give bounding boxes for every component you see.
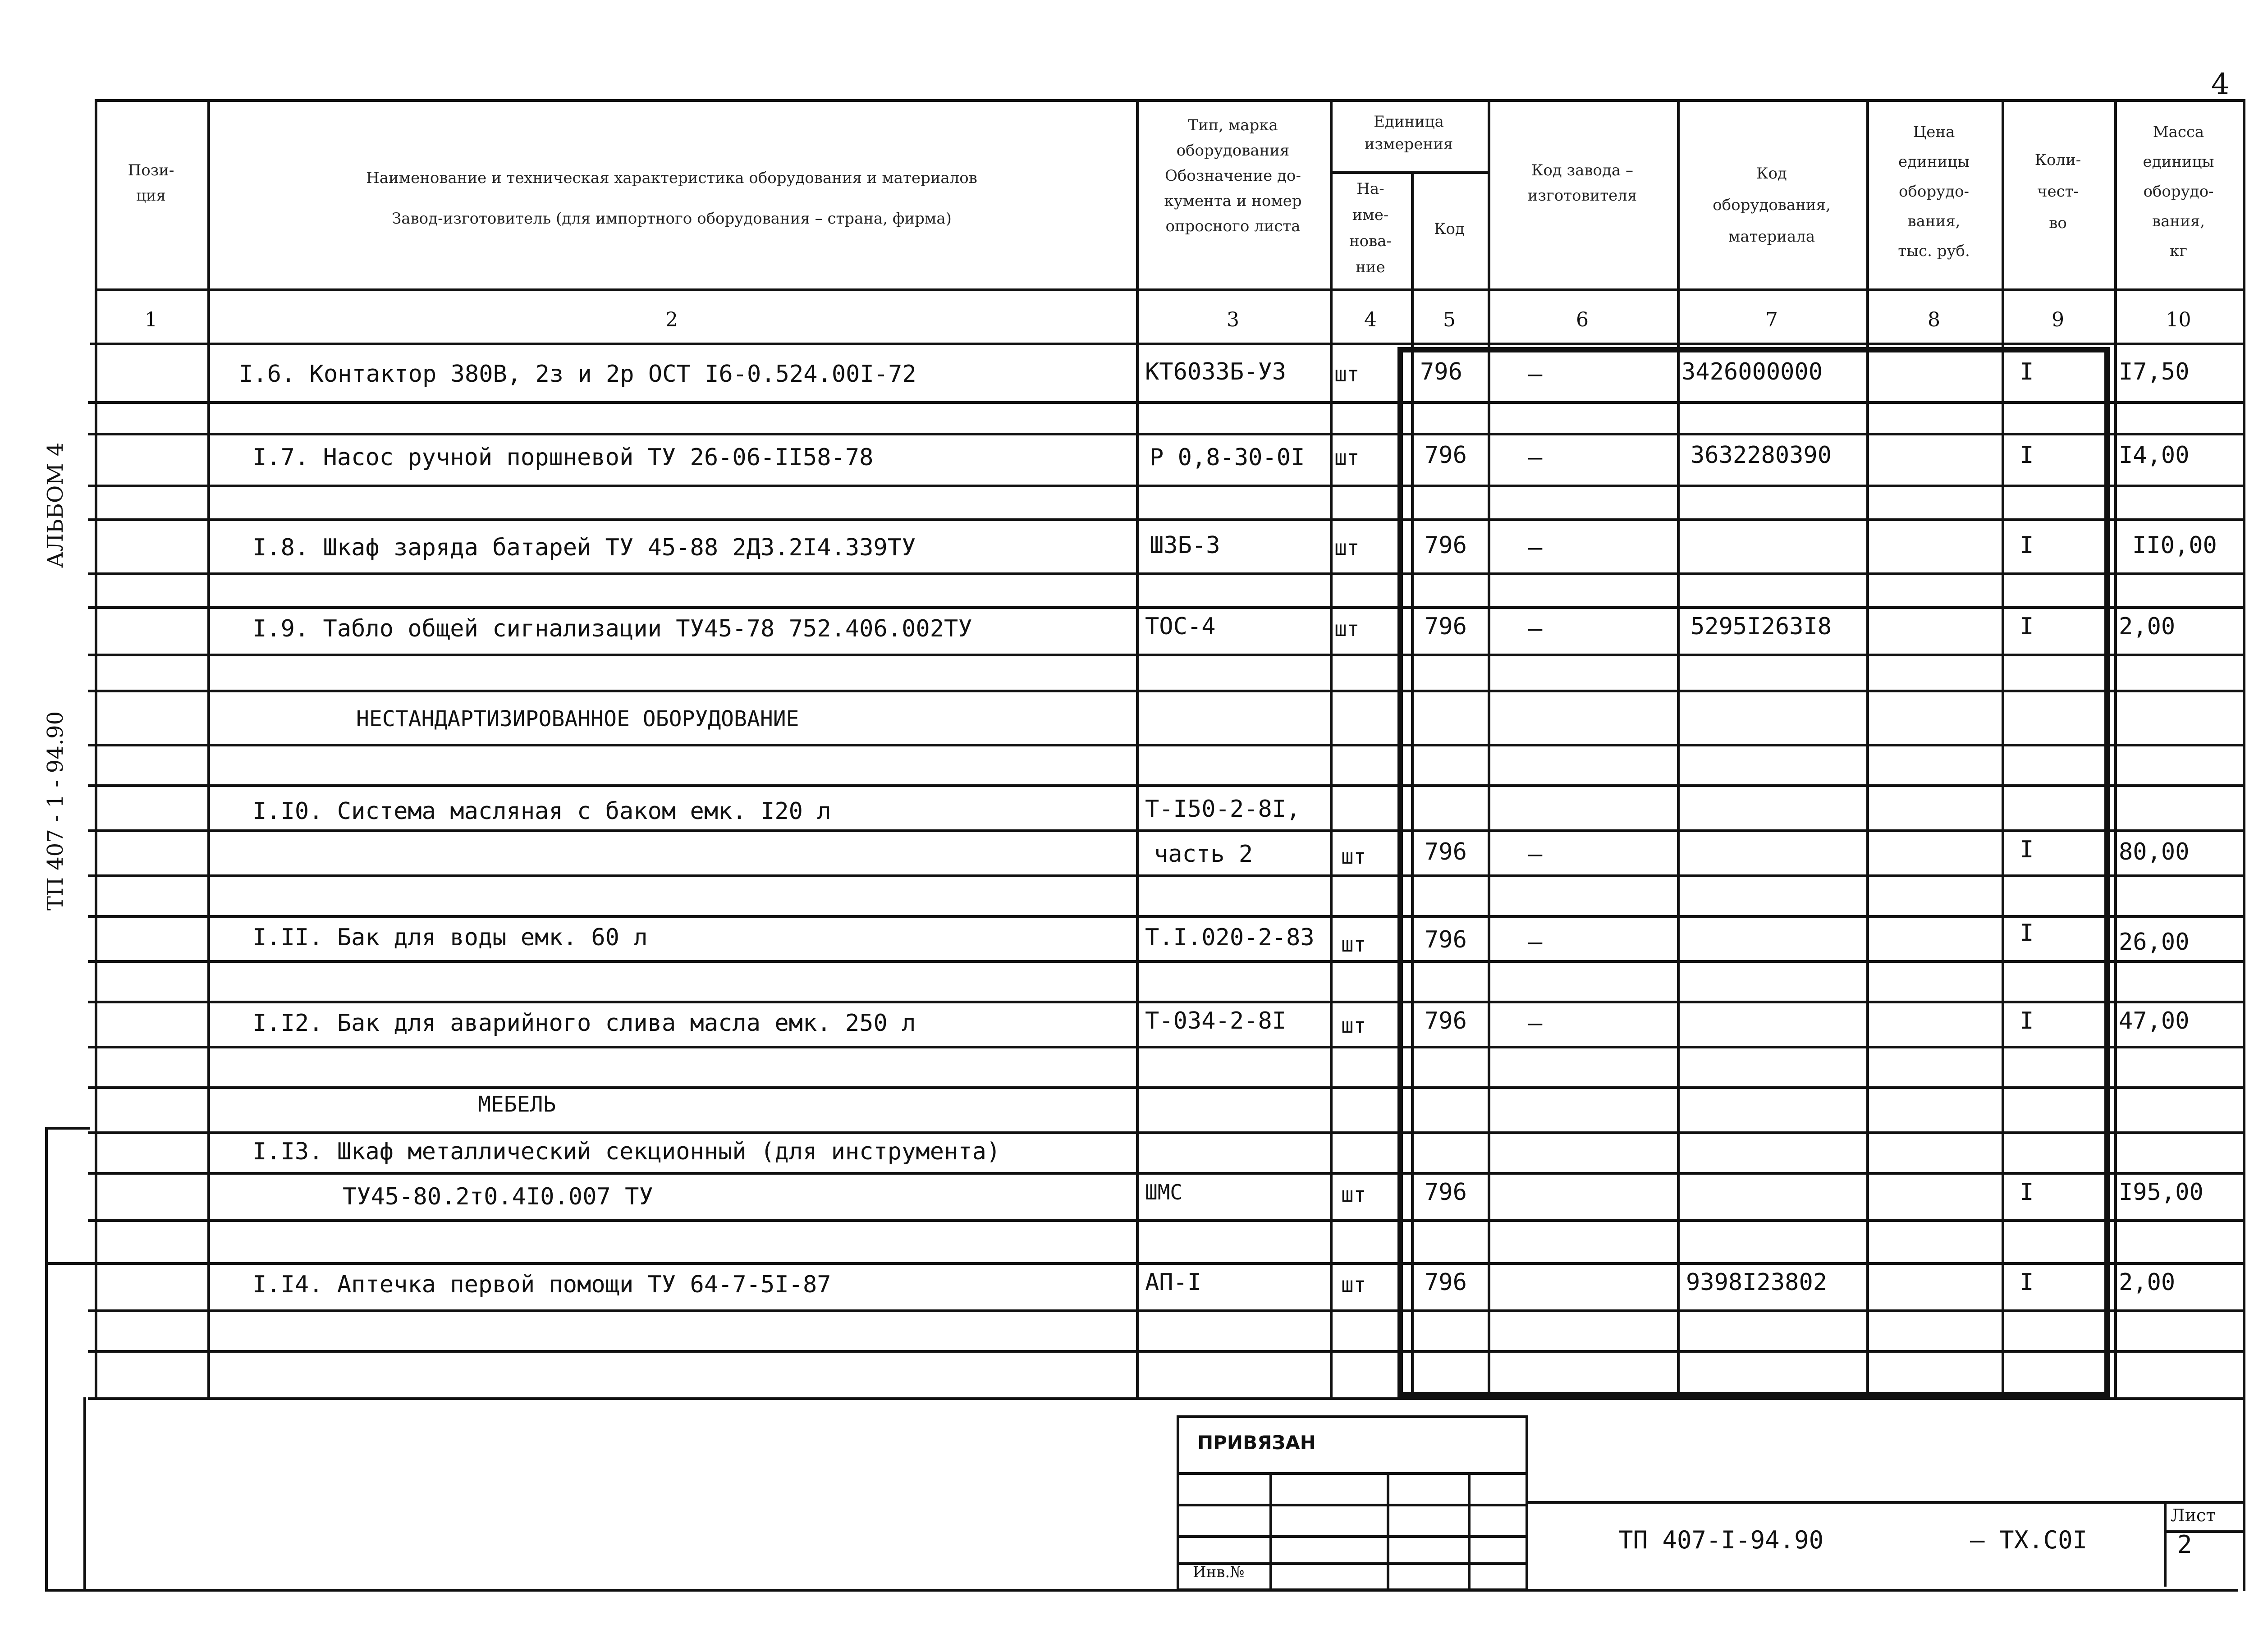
row-mass: I95,00 (2119, 1179, 2204, 1206)
thick-frame-bottom (1397, 1392, 2110, 1397)
col-line-2 (1136, 99, 1139, 1397)
header-text: Коли- (2034, 151, 2081, 169)
col-line-7 (1866, 99, 1869, 1397)
row-qty: I (2020, 1269, 2034, 1296)
row-plant: – (1528, 444, 1543, 471)
row-qty: I (2020, 836, 2034, 863)
header-qty (2004, 144, 2112, 239)
row-unit: шт (1334, 362, 1360, 386)
col-line-0 (95, 99, 97, 1397)
row-unit: шт (1341, 1013, 1366, 1038)
colnum-bottom-line (90, 343, 2245, 345)
row-code: 796 (1425, 532, 1467, 559)
header-bottom-line (95, 288, 2245, 291)
row-equip: 3632280390 (1690, 442, 1832, 469)
row-plant: – (1528, 841, 1543, 868)
header-unit-name (1332, 176, 1409, 280)
row-qty: I (2020, 613, 2034, 640)
left-bottom-border (83, 1397, 86, 1592)
row-separator (88, 572, 2243, 575)
row-separator (88, 915, 2243, 918)
header-text: во (2049, 214, 2067, 232)
row-type: Т-034-2-8I (1145, 1007, 1287, 1034)
col-line-9 (2114, 99, 2117, 1397)
row-name: I.I3. Шкаф металлический секционный (для инструмента) (252, 1138, 1001, 1165)
row-mass: 2,00 (2119, 613, 2176, 640)
header-text: кумента и номер (1164, 192, 1302, 210)
inventory-number-label: Инв.№ (1193, 1563, 1245, 1581)
row-plant: – (1528, 361, 1543, 388)
row-mass: II0,00 (2132, 532, 2217, 559)
col-line-8 (2002, 99, 2004, 1397)
row-separator (88, 960, 2243, 963)
col-number: 4 (1364, 308, 1377, 331)
thick-frame-left (1397, 347, 1403, 1397)
thick-frame-top (1397, 347, 2110, 352)
row-type: Т-I50-2-8I, (1145, 796, 1301, 823)
row-separator (88, 1350, 2243, 1353)
row-mass: I7,50 (2119, 358, 2190, 385)
row-qty: I (2020, 442, 2034, 469)
row-code: 796 (1425, 1179, 1467, 1206)
row-separator (88, 690, 2243, 692)
header-text: име- (1352, 206, 1389, 224)
row-plant: – (1528, 534, 1543, 561)
row-qty: I (2020, 532, 2034, 559)
row-equip: 3426000000 (1681, 358, 1823, 385)
row-qty: I (2020, 1007, 2034, 1034)
right-border (2243, 99, 2245, 1591)
row-unit: шт (1334, 617, 1360, 641)
col-number: 9 (2052, 308, 2064, 331)
header-text: оборудования (1176, 142, 1290, 160)
row-separator (88, 518, 2243, 521)
header-type (1138, 113, 1328, 239)
row-plant: – (1528, 615, 1543, 642)
header-text: вания, (2152, 212, 2205, 230)
header-text: вания, (1907, 212, 1961, 230)
sheet-box-line (2164, 1530, 2245, 1533)
col-line-6 (1677, 99, 1680, 1397)
header-text: опросного листа (1165, 217, 1301, 235)
row-separator (88, 744, 2243, 746)
header-unit (1332, 110, 1485, 156)
header-text: Единица (1374, 113, 1444, 131)
row-mass: 2,00 (2119, 1269, 2176, 1296)
header-equip-code (1679, 158, 1864, 252)
col-number: 6 (1576, 308, 1589, 331)
row-name: I.II. Бак для воды емк. 60 л (252, 924, 648, 951)
row-name: I.I2. Бак для аварийного слива масла емк. 250 л (252, 1010, 916, 1037)
row-type: Р 0,8-30-0I (1150, 444, 1305, 471)
row-code: 796 (1420, 358, 1462, 385)
col-number: 8 (1928, 308, 1940, 331)
stamp-vline (1468, 1472, 1471, 1588)
row-plant: – (1528, 1010, 1543, 1037)
row-equip: 5295I263I8 (1690, 613, 1832, 640)
row-separator (88, 485, 2243, 487)
row-separator (88, 1046, 2243, 1048)
row-code: 796 (1425, 613, 1467, 640)
row-plant: – (1528, 929, 1543, 956)
row-type: часть 2 (1154, 841, 1253, 868)
header-text: оборудо- (2143, 183, 2214, 201)
attached-label: ПРИВЯЗАН (1197, 1432, 1316, 1454)
side-strip-left (45, 1127, 48, 1592)
row-name: I.6. Контактор 380В, 2з и 2р ОСТ I6-0.524.00I-72 (239, 361, 916, 388)
header-text: оборудования, (1713, 196, 1831, 214)
row-name: I.9. Табло общей сигнализации ТУ45-78 752.406.002ТУ (252, 615, 972, 642)
row-separator (88, 1131, 2243, 1134)
col-line-3 (1330, 99, 1333, 1397)
header-text: Код (1756, 165, 1787, 183)
row-type: КТ6033Б-У3 (1145, 358, 1287, 385)
header-text: оборудо- (1898, 183, 1970, 201)
stamp-vline (1269, 1472, 1272, 1588)
header-name (210, 158, 1134, 239)
row-name: I.7. Насос ручной поршневой ТУ 26-06-II58-78 (252, 444, 874, 471)
header-mass (2117, 117, 2240, 266)
row-separator (88, 433, 2243, 435)
header-plant-code (1490, 158, 1675, 208)
header-text: единицы (1898, 153, 1970, 171)
header-text: измерения (1364, 135, 1453, 153)
row-separator (88, 829, 2243, 832)
stamp-vline (1387, 1472, 1389, 1588)
row-separator (88, 1219, 2243, 1222)
row-code: 796 (1425, 926, 1467, 953)
row-qty: I (2020, 358, 2034, 385)
row-code: 796 (1425, 442, 1467, 469)
row-separator (88, 654, 2243, 656)
row-type: ШМС (1145, 1180, 1183, 1204)
row-separator (88, 1086, 2243, 1089)
row-mass: I4,00 (2119, 442, 2190, 469)
sheet-box-left (2164, 1501, 2167, 1587)
document-suffix: – ТХ.С0I (1970, 1526, 2088, 1554)
row-mass: 80,00 (2119, 838, 2190, 865)
table-bottom-line (88, 1397, 2243, 1400)
stamp-line (1179, 1504, 1526, 1506)
header-text: Масса (2153, 123, 2204, 141)
row-separator (88, 784, 2243, 787)
section-heading: НЕСТАНДАРТИЗИРОВАННОЕ ОБОРУДОВАНИЕ (356, 706, 799, 732)
unit-subheader-line (1330, 171, 1488, 174)
header-text: Цена (1913, 123, 1955, 141)
header-text: изготовителя (1527, 187, 1637, 205)
header-text: Обозначение до- (1164, 167, 1301, 185)
album-label: АЛЬБОМ 4 (43, 442, 68, 568)
row-unit: шт (1334, 445, 1360, 470)
stamp-line (1179, 1535, 1526, 1538)
header-text: чест- (2037, 183, 2079, 201)
row-code: 796 (1425, 838, 1467, 865)
col-number: 5 (1443, 308, 1456, 331)
row-separator (88, 401, 2243, 404)
header-unit-code: Код (1434, 220, 1465, 238)
sheet-number: 2 (2177, 1530, 2192, 1559)
header-text: тыс. руб. (1898, 242, 1970, 260)
col-number: 10 (2166, 308, 2191, 331)
row-unit: шт (1341, 1272, 1366, 1297)
row-type: АП-I (1145, 1269, 1202, 1296)
row-separator (88, 874, 2243, 877)
col-number: 7 (1765, 308, 1778, 331)
thick-frame-right (2104, 347, 2110, 1397)
row-separator (88, 606, 2243, 609)
row-separator (88, 1172, 2243, 1175)
row-mass: 26,00 (2119, 929, 2190, 956)
header-text: кг (2169, 242, 2188, 260)
col-number: 2 (665, 308, 678, 331)
header-text: На- (1356, 180, 1384, 198)
row-unit: шт (1341, 1182, 1366, 1207)
row-separator (88, 1001, 2243, 1003)
page-bottom-line (83, 1589, 2238, 1592)
header-text: Пози- (128, 161, 174, 179)
col-number: 1 (145, 308, 157, 331)
row-unit: шт (1334, 535, 1360, 560)
row-mass: 47,00 (2119, 1007, 2190, 1034)
row-name: I.I4. Аптечка первой помощи ТУ 64-7-5I-87 (252, 1271, 831, 1298)
col-line-4 (1411, 171, 1414, 1397)
document-code: ТП 407-I-94.90 (1618, 1526, 1824, 1554)
row-name: I.8. Шкаф заряда батарей ТУ 45-88 2Д3.2I4.339ТУ (252, 534, 916, 561)
sheet-label: Лист (2171, 1506, 2216, 1525)
header-text: Код завода – (1531, 161, 1633, 179)
side-strip-line (45, 1127, 90, 1130)
section-heading: МЕБЕЛЬ (478, 1092, 556, 1117)
table-top-border (95, 99, 2245, 102)
row-unit: шт (1341, 844, 1366, 869)
row-qty: I (2020, 920, 2034, 947)
col-line-5 (1488, 99, 1490, 1397)
row-separator (88, 1309, 2243, 1312)
side-strip-line (45, 1262, 90, 1265)
header-text: единицы (2143, 153, 2214, 171)
header-text: материала (1728, 228, 1815, 246)
col-line-1 (207, 99, 210, 1397)
page-corner-number: 4 (2211, 68, 2230, 101)
row-type: Т.I.020-2-83 (1145, 924, 1315, 951)
project-side-label: ТП 407 - 1 - 94.90 (43, 711, 68, 911)
row-type: ТОС-4 (1145, 613, 1216, 640)
row-unit: шт (1341, 932, 1366, 956)
row-code: 796 (1425, 1007, 1467, 1034)
row-type: ШЗБ-3 (1150, 532, 1220, 559)
col-number: 3 (1227, 308, 1239, 331)
attached-stamp (1177, 1415, 1528, 1591)
header-position (97, 158, 205, 208)
header-text: Тип, марка (1188, 116, 1278, 134)
title-block-line (1528, 1501, 2245, 1504)
header-text: Завод-изготовитель (для импортного оборудования – страна, фирма) (392, 210, 952, 228)
header-text: ция (136, 187, 166, 205)
stamp-line (1179, 1472, 1526, 1475)
row-code: 796 (1425, 1269, 1467, 1296)
header-text: Наименование и техническая характеристика оборудования и материалов (366, 169, 977, 187)
header-price (1869, 117, 1999, 266)
header-text: нова- (1349, 232, 1392, 250)
row-name: ТУ45-80.2т0.4I0.007 ТУ (343, 1183, 653, 1210)
row-qty: I (2020, 1179, 2034, 1206)
row-equip: 9398I23802 (1686, 1269, 1828, 1296)
header-text: ние (1356, 258, 1385, 276)
row-separator (88, 1262, 2243, 1265)
row-name: I.I0. Система масляная с баком емк. I20 л (252, 798, 831, 825)
